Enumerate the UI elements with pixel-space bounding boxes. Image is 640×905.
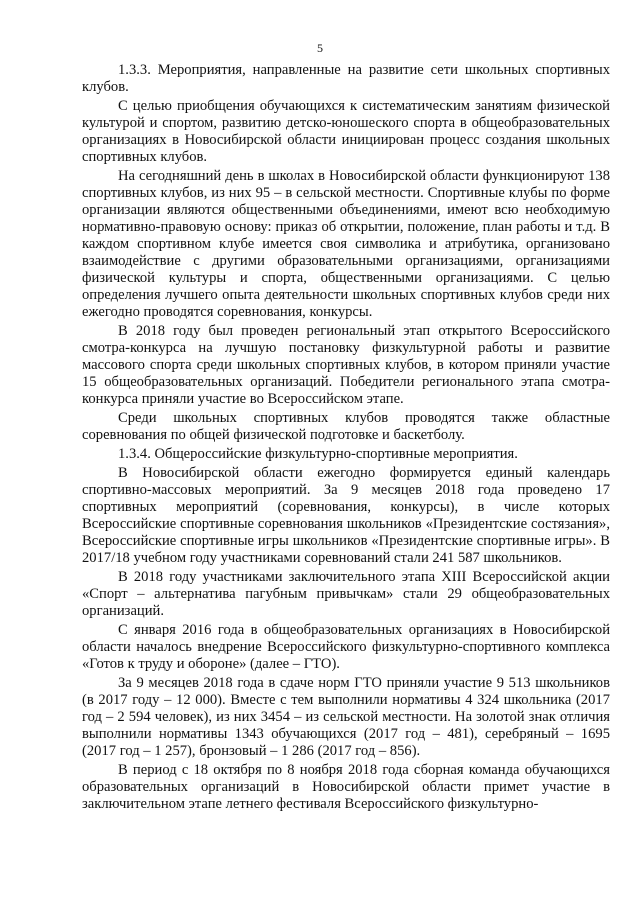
page-number: 5: [317, 41, 323, 55]
document-body: [82, 62, 610, 815]
paragraph: За 9 месяцев 2018 года в сдаче норм ГТО приняли участие 9 513 школьников (в 2017 году – 12 000). Вместе с тем выполнили нормативы 4 324 школьника (2017 год – 2 594 человек), из них 3454 – из сельской местности. На золотой знак отличия выполнили нормативы 1343 обучающихся (2017 год – 481), серебряный – 1695 (2017 год – 1 257), бронзовый – 1 286 (2017 год – 856).: [82, 675, 610, 759]
paragraph: В 2018 году участниками заключительного этапа XIII Всероссийской акции «Спорт – альтернатива пагубным привычкам» стали 29 общеобразовательных организаций.: [82, 569, 610, 619]
paragraph: В 2018 году был проведен региональный этап открытого Всероссийского смотра-конкурса на лучшую постановку физкультурной работы и развитие массового спорта среди школьных спортивных клубов, в котором приняли участие 15 общеобразовательных организаций. Победители регионального этапа смотра-конкурса приняли участие во Всероссийском этапе.: [82, 323, 610, 407]
paragraph: На сегодняшний день в школах в Новосибирской области функционируют 138 спортивных клубов, из них 95 – в сельской местности. Спортивные клубы по форме организации являются общественными объединениями, имеют всю необходимую нормативно-правовую основу: приказ об открытии, положение, план работы и т.д. В каждом спортивном клубе имеется своя символика и атрибутика, организовано взаимодействие с другими образовательными организациями, организациями физической культуры и спорта, общественными организациями. С целью определения лучшего опыта деятельности школьных спортивных клубов среди них ежегодно проводятся соревнования, конкурсы.: [82, 168, 610, 320]
section-heading-1-3-3: 1.3.3. Мероприятия, направленные на развитие сети школьных спортивных клубов.: [82, 62, 610, 95]
paragraph: Среди школьных спортивных клубов проводятся также областные соревнования по общей физической подготовке и баскетболу.: [82, 410, 610, 443]
paragraph: С января 2016 года в общеобразовательных организациях в Новосибирской области началось внедрение Всероссийского физкультурно-спортивного комплекса «Готов к труду и обороне» (далее – ГТО).: [82, 622, 610, 672]
paragraph: В Новосибирской области ежегодно формируется единый календарь спортивно-массовых мероприятий. За 9 месяцев 2018 года проведено 17 спортивных мероприятий (соревнования, конкурсы), в числе которых Всероссийские спортивные соревнования школьников «Президентские состязания», Всероссийские спортивные игры школьников «Президентские спортивные игры». В 2017/18 учебном году участниками соревнований стали 241 587 школьников.: [82, 465, 610, 566]
paragraph: В период с 18 октября по 8 ноября 2018 года сборная команда обучающихся образовательных организаций в Новосибирской области примет участие в заключительном этапе летнего фестиваля Всероссийского физкультурно-: [82, 762, 610, 812]
section-heading-1-3-4: 1.3.4. Общероссийские физкультурно-спортивные мероприятия.: [118, 446, 518, 462]
paragraph: С целью приобщения обучающихся к систематическим занятиям физической культурой и спортом, развитию детско-юношеского спорта в общеобразовательных организациях в Новосибирской области инициирован процесс создания школьных спортивных клубов.: [82, 98, 610, 165]
